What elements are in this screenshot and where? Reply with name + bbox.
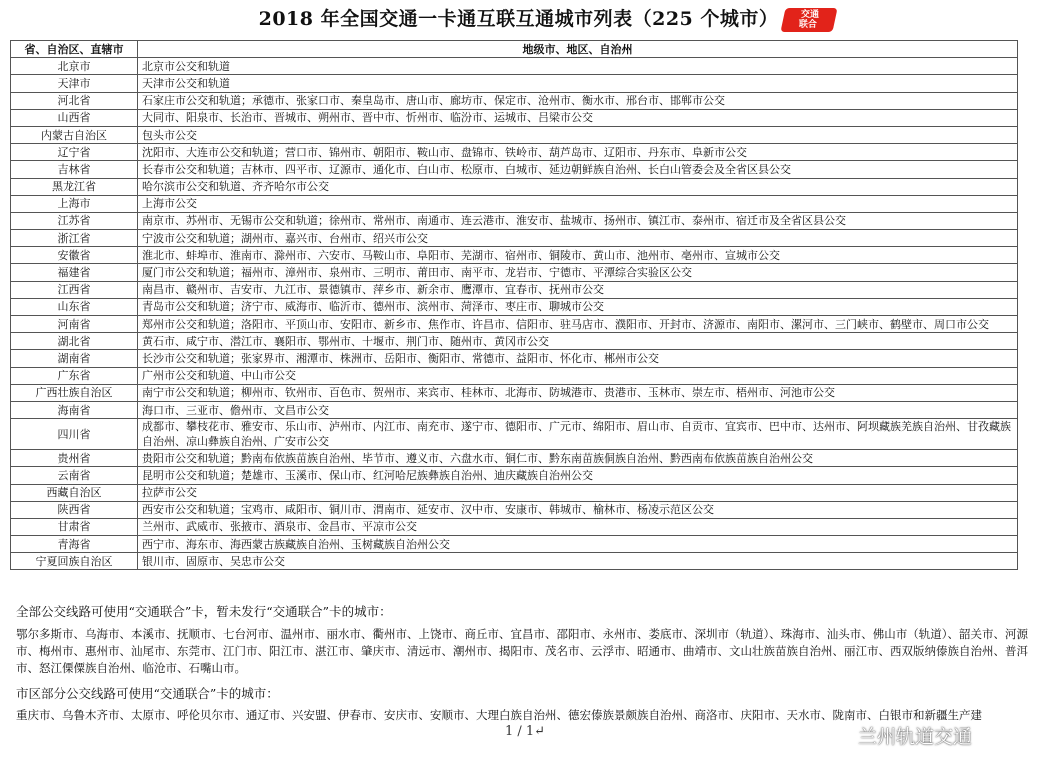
cities-cell: 银川市、固原市、吴忠市公交 (138, 553, 1018, 570)
province-cell: 山东省 (11, 298, 138, 315)
table-row (11, 484, 1018, 501)
watermark-text: 兰州轨道交通 (858, 726, 973, 748)
province-cell: 山西省 (11, 109, 138, 126)
province-cell: 云南省 (11, 467, 138, 484)
province-cell: 内蒙古自治区 (11, 126, 138, 143)
cities-cell: 广州市公交和轨道、中山市公交 (138, 367, 1018, 384)
table-row (11, 161, 1018, 178)
cities-cell: 兰州市、武威市、张掖市、酒泉市、金昌市、平凉市公交 (138, 518, 1018, 535)
province-cell: 陕西省 (11, 501, 138, 518)
province-cell: 江西省 (11, 281, 138, 298)
logo-line-2: 联合 (798, 20, 817, 30)
province-cell: 广西壮族自治区 (11, 384, 138, 401)
table-row (11, 518, 1018, 535)
table-row (11, 264, 1018, 281)
province-cell: 江苏省 (11, 212, 138, 229)
cities-cell: 包头市公交 (138, 126, 1018, 143)
transport-union-logo (780, 8, 837, 32)
note-unissued-body: 鄂尔多斯市、乌海市、本溪市、抚顺市、七台河市、温州市、丽水市、衢州市、上饶市、商丘市、宜昌市、邵阳市、永州市、娄底市、深圳市（轨道）、珠海市、汕头市、佛山市（轨道）、韶关市、河源市、梅州市、惠州市、汕尾市、东莞市、江门市、阳江市、湛江市、肇庆市、清远市、潮州市、揭阳市、茂名市、云浮市、昭通市、曲靖市、文山壮族苗族自治州、丽江市、西双版纳傣族自治州、普洱市、怒江傈僳族自治州、临沧市、石嘴山市。 (16, 627, 1028, 675)
table-row (11, 126, 1018, 143)
province-cell: 河北省 (11, 92, 138, 109)
wechat-watermark (822, 722, 972, 749)
table-row (11, 333, 1018, 350)
province-cell: 青海省 (11, 536, 138, 553)
table-row (11, 281, 1018, 298)
cities-cell: 郑州市公交和轨道；洛阳市、平顶山市、安阳市、新乡市、焦作市、许昌市、信阳市、驻马店市、濮阳市、开封市、济源市、南阳市、漯河市、三门峡市、鹤壁市、周口市公交 (138, 316, 1018, 333)
table-row (11, 212, 1018, 229)
province-cell: 贵州省 (11, 450, 138, 467)
cities-cell: 大同市、阳泉市、长治市、晋城市、朔州市、晋中市、忻州市、临汾市、运城市、吕梁市公交 (138, 109, 1018, 126)
province-cell: 黑龙江省 (11, 178, 138, 195)
province-cell: 湖南省 (11, 350, 138, 367)
province-cell: 福建省 (11, 264, 138, 281)
province-cell: 北京市 (11, 58, 138, 75)
cities-cell: 昆明市公交和轨道；楚雄市、玉溪市、保山市、红河哈尼族彝族自治州、迪庆藏族自治州公交 (138, 467, 1018, 484)
cities-cell: 哈尔滨市公交和轨道、齐齐哈尔市公交 (138, 178, 1018, 195)
province-cell: 四川省 (11, 419, 138, 450)
table-row (11, 230, 1018, 247)
page-indicator: 1 / 1↵ (505, 724, 546, 739)
table-row (11, 536, 1018, 553)
table-row (11, 247, 1018, 264)
cities-cell: 厦门市公交和轨道；福州市、漳州市、泉州市、三明市、莆田市、南平市、龙岩市、宁德市、平潭综合实验区公交 (138, 264, 1018, 281)
cities-cell: 贵阳市公交和轨道；黔南布依族苗族自治州、毕节市、遵义市、六盘水市、铜仁市、黔东南苗族侗族自治州、黔西南布依族苗族自治州公交 (138, 450, 1018, 467)
province-cell: 天津市 (11, 75, 138, 92)
province-cell: 广东省 (11, 367, 138, 384)
cities-cell: 海口市、三亚市、儋州市、文昌市公交 (138, 401, 1018, 418)
table-row (11, 58, 1018, 75)
cities-cell: 北京市公交和轨道 (138, 58, 1018, 75)
table-header-row (11, 41, 1018, 58)
cities-cell: 成都市、攀枝花市、雅安市、乐山市、泸州市、内江市、南充市、遂宁市、德阳市、广元市、绵阳市、眉山市、自贡市、宜宾市、巴中市、达州市、阿坝藏族羌族自治州、甘孜藏族自治州、凉山彝族自治州、广安市公交 (138, 419, 1018, 450)
province-cell: 甘肃省 (11, 518, 138, 535)
note-unissued-title: 全部公交线路可使用“交通联合”卡，暂未发行“交通联合”卡的城市： (16, 604, 392, 619)
table-row (11, 144, 1018, 161)
province-cell: 安徽省 (11, 247, 138, 264)
province-cell: 上海市 (11, 195, 138, 212)
table-row (11, 401, 1018, 418)
table-row (11, 553, 1018, 570)
note-partial-body: 重庆市、乌鲁木齐市、太原市、呼伦贝尔市、通辽市、兴安盟、伊春市、安庆市、安顺市、大理白族自治州、德宏傣族景颇族自治州、商洛市、庆阳市、天水市、陇南市、白银市和新疆生产建 (16, 708, 982, 722)
table-row (11, 450, 1018, 467)
wechat-icon (822, 725, 852, 747)
note-partial-title: 市区部分公交线路可使用“交通联合”卡的城市： (16, 686, 279, 701)
cities-cell: 天津市公交和轨道 (138, 75, 1018, 92)
table-row (11, 75, 1018, 92)
table-row (11, 178, 1018, 195)
cities-cell: 黄石市、咸宁市、潜江市、襄阳市、鄂州市、十堰市、荆门市、随州市、黄冈市公交 (138, 333, 1018, 350)
document-title: 2018 年全国交通一卡通互联互通城市列表（225 个城市） (258, 8, 779, 30)
cities-cell: 长沙市公交和轨道；张家界市、湘潭市、株洲市、岳阳市、衡阳市、常德市、益阳市、怀化市、郴州市公交 (138, 350, 1018, 367)
cities-cell: 南宁市公交和轨道；柳州市、钦州市、百色市、贺州市、来宾市、桂林市、北海市、防城港市、贵港市、玉林市、崇左市、梧州市、河池市公交 (138, 384, 1018, 401)
cities-cell: 上海市公交 (138, 195, 1018, 212)
logo-line-1: 交通 (801, 10, 820, 20)
table-row (11, 501, 1018, 518)
cities-cell: 沈阳市、大连市公交和轨道；营口市、锦州市、朝阳市、鞍山市、盘锦市、铁岭市、葫芦岛市、辽阳市、丹东市、阜新市公交 (138, 144, 1018, 161)
header-province: 省、自治区、直辖市 (11, 41, 138, 58)
cities-cell: 南京市、苏州市、无锡市公交和轨道；徐州市、常州市、南通市、连云港市、淮安市、盐城市、扬州市、镇江市、泰州市、宿迁市及全省区县公交 (138, 212, 1018, 229)
province-cell: 西藏自治区 (11, 484, 138, 501)
table-row (11, 350, 1018, 367)
header-cities: 地级市、地区、自治州 (138, 41, 1018, 58)
cities-cell: 拉萨市公交 (138, 484, 1018, 501)
province-cell: 海南省 (11, 401, 138, 418)
table-row (11, 467, 1018, 484)
province-cell: 浙江省 (11, 230, 138, 247)
city-table (10, 40, 1018, 570)
cities-cell: 西宁市、海东市、海西蒙古族藏族自治州、玉树藏族自治州公交 (138, 536, 1018, 553)
province-cell: 河南省 (11, 316, 138, 333)
province-cell: 湖北省 (11, 333, 138, 350)
table-row (11, 109, 1018, 126)
province-cell: 吉林省 (11, 161, 138, 178)
table-row (11, 92, 1018, 109)
table-row (11, 367, 1018, 384)
table-row (11, 298, 1018, 315)
province-cell: 辽宁省 (11, 144, 138, 161)
cities-cell: 青岛市公交和轨道；济宁市、威海市、临沂市、德州市、滨州市、菏泽市、枣庄市、聊城市公交 (138, 298, 1018, 315)
table-row (11, 384, 1018, 401)
cities-cell: 西安市公交和轨道；宝鸡市、咸阳市、铜川市、渭南市、延安市、汉中市、安康市、韩城市、榆林市、杨凌示范区公交 (138, 501, 1018, 518)
cities-cell: 长春市公交和轨道；吉林市、四平市、辽源市、通化市、白山市、松原市、白城市、延边朝鲜族自治州、长白山管委会及全省区县公交 (138, 161, 1018, 178)
table-row (11, 419, 1018, 450)
cities-cell: 南昌市、赣州市、吉安市、九江市、景德镇市、萍乡市、新余市、鹰潭市、宜春市、抚州市公交 (138, 281, 1018, 298)
table-row (11, 316, 1018, 333)
cities-cell: 宁波市公交和轨道；湖州市、嘉兴市、台州市、绍兴市公交 (138, 230, 1018, 247)
cities-cell: 淮北市、蚌埠市、淮南市、滁州市、六安市、马鞍山市、阜阳市、芜湖市、宿州市、铜陵市、黄山市、池州市、亳州市、宣城市公交 (138, 247, 1018, 264)
province-cell: 宁夏回族自治区 (11, 553, 138, 570)
table-row (11, 195, 1018, 212)
cities-cell: 石家庄市公交和轨道；承德市、张家口市、秦皇岛市、唐山市、廊坊市、保定市、沧州市、衡水市、邢台市、邯郸市公交 (138, 92, 1018, 109)
